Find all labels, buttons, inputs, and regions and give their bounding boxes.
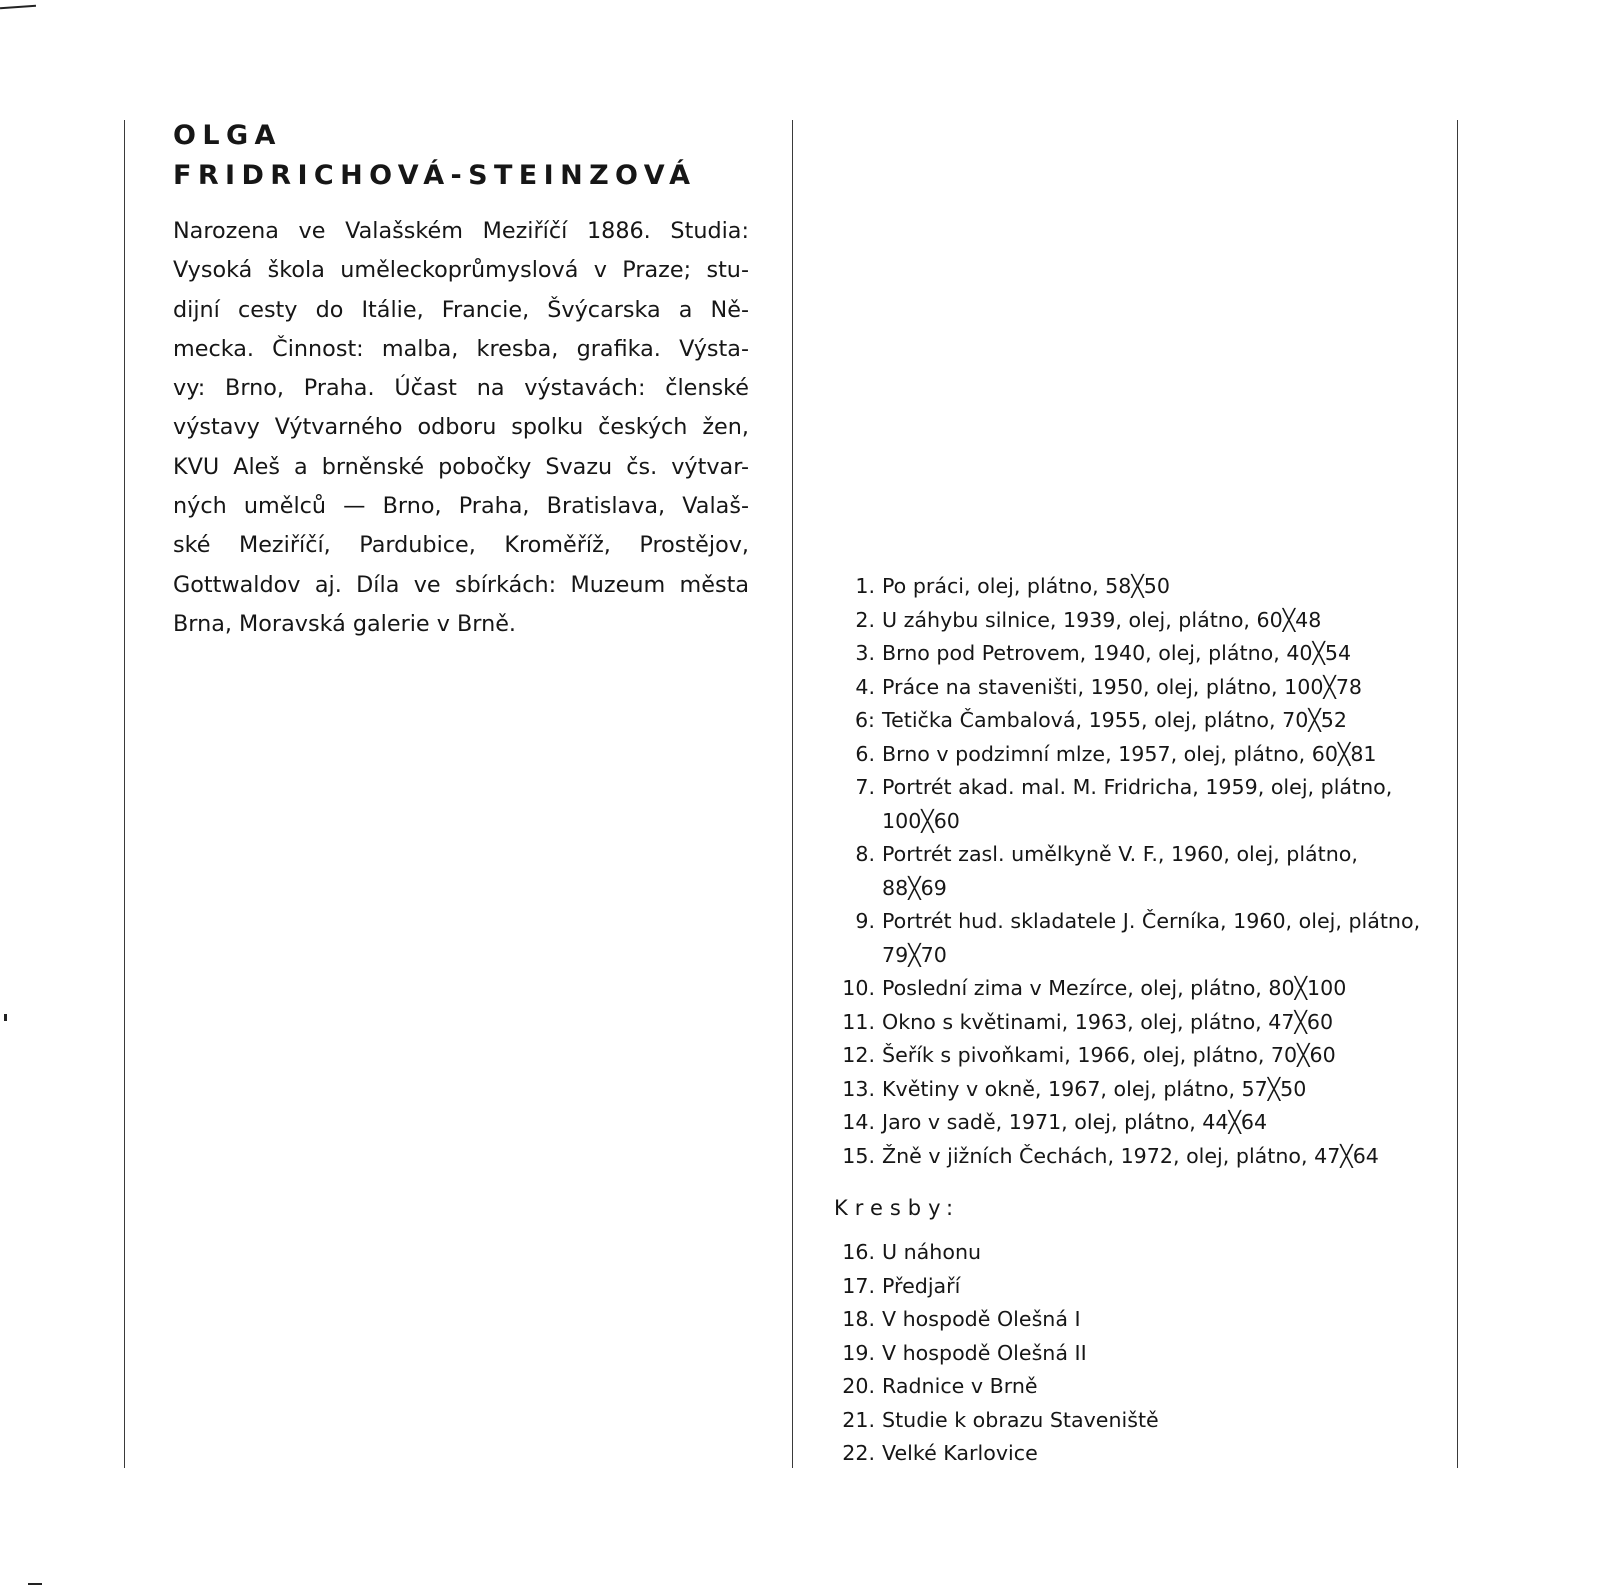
drawing-entry (832, 1303, 1422, 1337)
bio-line: vy: Brno, Praha. Účast na výstavách: členské (173, 375, 749, 402)
bio-line: Vysoká škola uměleckoprůmyslová v Praze; stu- (173, 257, 749, 284)
item-title: Studie k obrazu Staveniště (882, 1407, 1159, 1432)
item-number: 16. (842, 1240, 875, 1264)
item-number: 6. (855, 741, 875, 766)
item-number: 18. (842, 1307, 875, 1331)
artist-name (173, 116, 696, 196)
painting-entry (832, 1106, 1422, 1140)
item-number: 21. (842, 1407, 875, 1432)
scan-mark-bottom-left (28, 1583, 42, 1585)
item-title: Květiny v okně, 1967, olej, plátno, 57╳50 (882, 1076, 1307, 1101)
middle-column-rule (792, 120, 793, 1468)
bio-line: Narozena ve Valašském Meziříčí 1886. Studia: (173, 218, 749, 244)
item-number: 8. (855, 842, 875, 866)
bio-line: Brna, Moravská galerie v Brně. (173, 610, 517, 637)
item-title: Práce na staveništi, 1950, olej, plátno, 100╳78 (882, 674, 1363, 699)
drawings-list (832, 1236, 1422, 1471)
scan-mark-left (4, 1014, 7, 1021)
painting-entry (832, 671, 1422, 705)
drawing-entry (832, 1270, 1422, 1304)
bio-line: ných umělců — Brno, Praha, Bratislava, Valaš- (173, 493, 749, 520)
right-column-rule (1457, 120, 1458, 1468)
item-title: Okno s květinami, 1963, olej, plátno, 47╳60 (882, 1009, 1334, 1034)
painting-entry (832, 1140, 1422, 1174)
drawing-entry (832, 1236, 1422, 1270)
painting-entry (832, 570, 1422, 604)
item-number: 10. (842, 976, 875, 1000)
item-title: V hospodě Olešná I (882, 1307, 1081, 1331)
bio-line: výstavy Výtvarného odboru spolku českých žen, (173, 414, 749, 441)
item-title: V hospodě Olešná II (882, 1340, 1087, 1365)
bio-line: dijní cesty do Itálie, Francie, Švýcarska a Ně- (173, 296, 749, 323)
item-title: U náhonu (882, 1240, 982, 1264)
paintings-list (832, 570, 1422, 1173)
painting-entry (832, 905, 1422, 972)
item-title: Brno v podzimní mlze, 1957, olej, plátno, 60╳81 (882, 741, 1377, 766)
item-number: 22. (842, 1441, 875, 1465)
item-number: 3. (855, 641, 875, 665)
item-title: Žně v jižních Čechách, 1972, olej, plátno, 47╳64 (882, 1143, 1379, 1168)
left-column-rule (124, 120, 125, 1468)
item-number: 7. (855, 775, 875, 799)
item-number: 17. (842, 1273, 875, 1298)
item-number: 1. (855, 574, 875, 598)
item-number: 12. (842, 1043, 875, 1067)
item-number: 20. (842, 1374, 875, 1398)
bio-line: mecka. Činnost: malba, kresba, grafika. Výsta- (173, 335, 749, 362)
item-title: Brno pod Petrovem, 1940, olej, plátno, 40╳54 (882, 641, 1352, 665)
item-title: Šeřík s pivoňkami, 1966, olej, plátno, 70╳60 (882, 1043, 1336, 1067)
item-number: 14. (842, 1110, 875, 1134)
item-title: Poslední zima v Mezírce, olej, plátno, 80╳100 (882, 976, 1347, 1000)
drawing-entry (832, 1370, 1422, 1404)
item-number: 11. (842, 1009, 875, 1034)
item-title: Jaro v sadě, 1971, olej, plátno, 44╳64 (882, 1110, 1268, 1134)
bio-line: Gottwaldov aj. Díla ve sbírkách: Muzeum města (173, 571, 749, 598)
item-title: Portrét akad. mal. M. Fridricha, 1959, olej, plátno, 100╳60 (882, 775, 1393, 833)
item-title: Portrét zasl. umělkyně V. F., 1960, olej, plátno, 88╳69 (882, 842, 1358, 900)
drawings-heading: Kresby: (834, 1196, 961, 1220)
painting-entry (832, 771, 1422, 838)
item-number: 13. (842, 1076, 875, 1101)
item-number: 4. (855, 674, 875, 699)
item-title: Portrét hud. skladatele J. Černíka, 1960, olej, plátno, 79╳70 (882, 909, 1421, 967)
painting-entry (832, 1073, 1422, 1107)
item-number: 2. (855, 607, 875, 632)
item-title: Velké Karlovice (882, 1441, 1038, 1465)
painting-entry (832, 604, 1422, 638)
scan-mark-top-left (0, 5, 36, 10)
painting-entry (832, 838, 1422, 905)
bio-line: KVU Aleš a brněnské pobočky Svazu čs. výtvar- (173, 453, 749, 480)
painting-entry (832, 1039, 1422, 1073)
painting-entry (832, 637, 1422, 671)
item-number: 6: (854, 708, 875, 732)
item-title: U záhybu silnice, 1939, olej, plátno, 60╳48 (882, 607, 1322, 632)
item-title: Po práci, olej, plátno, 58╳50 (882, 574, 1170, 598)
drawing-entry (832, 1337, 1422, 1371)
item-title: Předjaří (882, 1273, 961, 1298)
artist-biography (173, 212, 749, 644)
item-number: 19. (842, 1340, 875, 1365)
bio-line: ské Meziříčí, Pardubice, Kroměříž, Prostějov, (173, 532, 749, 559)
item-title: Radnice v Brně (882, 1374, 1038, 1398)
item-number: 15. (842, 1143, 875, 1168)
drawing-entry (832, 1437, 1422, 1471)
artist-first-name: OLGA (173, 120, 282, 151)
item-title: Tetička Čambalová, 1955, olej, plátno, 70╳52 (882, 708, 1347, 732)
painting-entry (832, 1006, 1422, 1040)
painting-entry (832, 972, 1422, 1006)
item-number: 9. (855, 909, 875, 933)
painting-entry (832, 704, 1422, 738)
drawing-entry (832, 1404, 1422, 1438)
painting-entry (832, 738, 1422, 772)
artist-surname: FRIDRICHOVÁ-STEINZOVÁ (173, 160, 697, 191)
